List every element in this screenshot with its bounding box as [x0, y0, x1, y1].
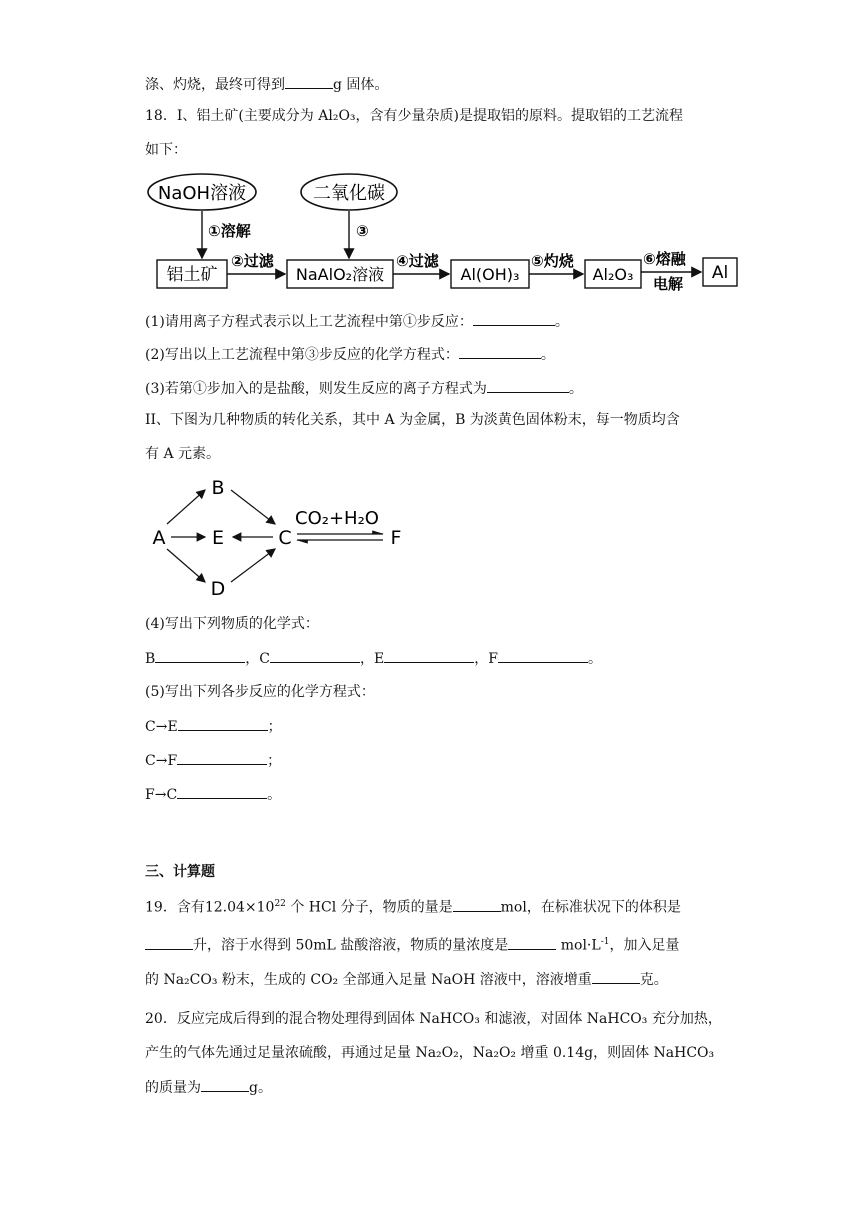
answer-blank[interactable] — [453, 897, 501, 912]
answer-blank[interactable] — [178, 716, 268, 731]
step6-label-top: ⑥熔融 — [643, 250, 686, 268]
answer-blank-c[interactable] — [270, 648, 360, 663]
box-aloh3-label: Al(OH)₃ — [460, 265, 520, 284]
text: 。 — [587, 651, 602, 667]
step6-label-bottom: 电解 — [653, 275, 684, 293]
q18-part4-answers — [145, 648, 602, 669]
text: mol·L — [556, 937, 601, 954]
answer-blank[interactable] — [508, 935, 556, 950]
text: 的质量为 — [145, 1080, 201, 1096]
answer-blank[interactable] — [592, 969, 640, 984]
q18-ii-line-2: 有 A 元素。 — [145, 446, 221, 462]
box-bauxite-label: 铝土矿 — [166, 265, 218, 285]
answer-blank[interactable] — [285, 74, 333, 89]
q19-line-3 — [145, 969, 668, 990]
answer-blank[interactable] — [145, 935, 193, 950]
node-b: B — [211, 477, 225, 499]
answer-blank[interactable] — [177, 784, 267, 799]
text: ，F — [474, 651, 498, 667]
text: 。 — [540, 347, 555, 363]
node-d: D — [210, 578, 226, 600]
q18-part3 — [145, 378, 583, 399]
text: 的 Na₂CO₃ 粉末，生成的 CO₂ 全部通入足量 NaOH 溶液中，溶液增重 — [145, 972, 592, 988]
node-f: F — [390, 527, 402, 549]
q18-part2 — [145, 344, 555, 365]
arrow-d-c — [231, 549, 275, 582]
exponent: 22 — [274, 899, 286, 909]
text: F→C — [145, 787, 178, 803]
text: (1)请用离子方程式表示以上工艺流程中第①步反应： — [145, 314, 473, 330]
box-al-label: Al — [711, 263, 729, 283]
q20-line-1: 20．反应完成后得到的混合物处理得到固体 NaHCO₃ 和滤液，对固体 NaHCO₃ 充分加热， — [145, 1011, 722, 1027]
q18-f-to-c — [145, 784, 281, 805]
text: g。 — [249, 1080, 272, 1096]
text: ； — [267, 719, 282, 735]
step3-label: ③ — [356, 222, 369, 240]
text: 19．含有12.04×10 — [145, 899, 275, 916]
q18-intro-line-2: 如下： — [145, 142, 187, 158]
conversion-graph — [145, 474, 415, 600]
text: ，C — [245, 651, 271, 667]
q18-part5: (5)写出下列各步反应的化学方程式： — [145, 684, 375, 700]
answer-blank[interactable] — [177, 750, 267, 765]
answer-blank[interactable] — [487, 378, 569, 393]
alumina-process-flow-diagram — [145, 172, 745, 297]
q18-ii-line-1: II、下图为几种物质的转化关系，其中 A 为金属，B 为淡黄色固体粉末，每一物质均含 — [145, 412, 680, 428]
text: (3)若第①步加入的是盐酸，则发生反应的离子方程式为 — [145, 381, 487, 397]
arrow-a-d — [167, 549, 205, 582]
text: 。 — [554, 314, 569, 330]
answer-blank-e[interactable] — [384, 648, 474, 663]
q18-part1 — [145, 311, 569, 332]
answer-blank-f[interactable] — [498, 648, 588, 663]
q18-part4: (4)写出下列物质的化学式： — [145, 616, 319, 632]
step5-label: ⑤灼烧 — [531, 252, 574, 270]
q19-line-2 — [145, 932, 679, 956]
reagent-co2-label: 二氧化碳 — [313, 183, 385, 204]
answer-blank[interactable] — [201, 1077, 249, 1092]
text: C→E — [145, 719, 178, 735]
answer-blank[interactable] — [459, 344, 541, 359]
text: B — [145, 651, 156, 667]
arrow-b-c — [231, 490, 275, 524]
step4-label: ④过滤 — [396, 252, 439, 270]
box-naalo2-label: NaAlO₂溶液 — [295, 265, 385, 284]
text: C→F — [145, 753, 178, 769]
text: g 固体。 — [333, 77, 389, 93]
q18-c-to-f — [145, 750, 281, 771]
prev-question-tail — [145, 74, 388, 95]
q18-c-to-e — [145, 716, 282, 737]
q18-intro-line-1: 18．I、铝土矿(主要成分为 Al₂O₃，含有少量杂质)是提取铝的原料。提取铝的工艺流程 — [145, 108, 684, 124]
text: (2)写出以上工艺流程中第③步反应的化学方程式： — [145, 347, 459, 363]
section-heading-calculation: 三、计算题 — [145, 864, 215, 880]
answer-blank[interactable] — [473, 311, 555, 326]
node-a: A — [152, 527, 166, 549]
step2-label: ②过滤 — [231, 252, 274, 270]
text: 。 — [267, 787, 282, 803]
exponent: -1 — [600, 937, 610, 947]
text: 涤、灼烧，最终可得到 — [145, 77, 285, 93]
arrow-a-b — [167, 490, 205, 524]
reagent-naoh-label: NaOH溶液 — [157, 183, 247, 204]
text: 克。 — [639, 972, 668, 988]
answer-blank-b[interactable] — [155, 648, 245, 663]
text: ，E — [360, 651, 385, 667]
text: 。 — [568, 381, 583, 397]
box-al2o3-label: Al₂O₃ — [592, 265, 634, 284]
q20-line-2: 产生的气体先通过足量浓硫酸，再通过足量 Na₂O₂，Na₂O₂ 增重 0.14g，则固体 NaHCO₃ — [145, 1045, 715, 1061]
text: 升，溶于水得到 50mL 盐酸溶液，物质的量浓度是 — [193, 937, 509, 954]
text: mol，在标准状况下的体积是 — [500, 899, 681, 916]
node-e: E — [211, 527, 225, 549]
text: ，加入足量 — [609, 937, 680, 954]
text: ； — [267, 753, 282, 769]
node-c: C — [278, 527, 292, 549]
text: 个 HCl 分子，物质的量是 — [285, 899, 453, 916]
q20-line-3 — [145, 1077, 272, 1098]
q19-line-1 — [145, 894, 681, 918]
step1-label: ①溶解 — [208, 222, 251, 240]
reagent-label: CO₂+H₂O — [295, 508, 379, 529]
